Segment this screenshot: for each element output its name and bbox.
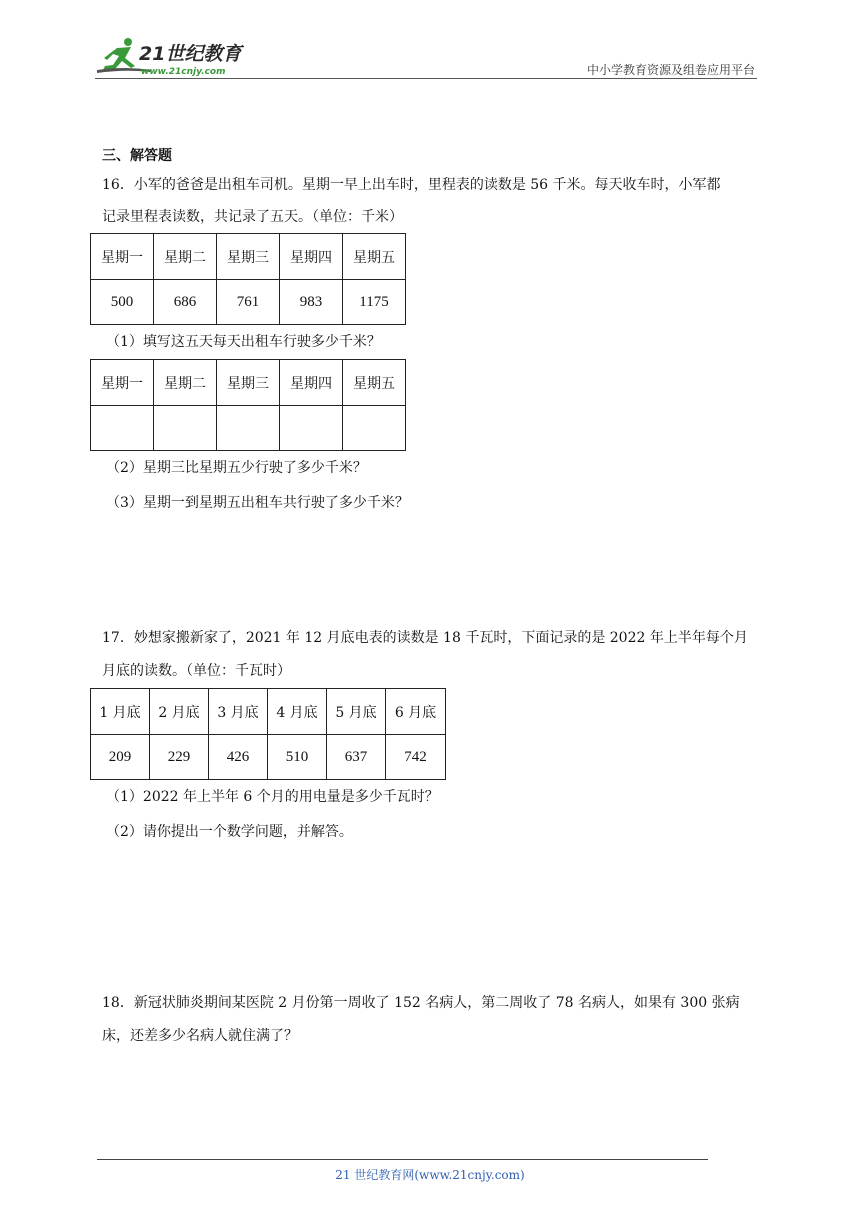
- q17-sub2: （2）请你提出一个数学问题，并解答。: [106, 824, 353, 840]
- table-cell: 983: [280, 280, 343, 325]
- table-header-cell: 星期四: [280, 234, 343, 280]
- table-cell: 426: [209, 735, 268, 780]
- table-header-cell: 6 月底: [386, 689, 446, 735]
- q18-text-line1: 18．新冠状肺炎期间某医院 2 月份第一周收了 152 名病人，第二周收了 78 名病人，如果有 300 张病: [102, 995, 740, 1011]
- table-cell: 209: [91, 735, 150, 780]
- table-header-cell: 3 月底: [209, 689, 268, 735]
- table-header-cell: 1 月底: [91, 689, 150, 735]
- table-cell: 686: [154, 280, 217, 325]
- table-cell: 510: [268, 735, 327, 780]
- section-title: 三、解答题: [102, 148, 172, 164]
- q18-text-line2: 床，还差多少名病人就住满了？: [102, 1028, 298, 1044]
- table-header-cell: 星期五: [343, 360, 406, 406]
- blank-answer-cell[interactable]: [154, 406, 217, 451]
- table-header-cell: 星期二: [154, 234, 217, 280]
- site-logo: [95, 36, 265, 78]
- table-header-cell: 星期三: [217, 360, 280, 406]
- q17-text-line1: 17．妙想家搬新家了，2021 年 12 月底电表的读数是 18 千瓦时，下面记录的是 2022 年上半年每个月: [102, 630, 748, 646]
- table-header-cell: 星期三: [217, 234, 280, 280]
- table-cell: 761: [217, 280, 280, 325]
- q16-sub3: （3）星期一到星期五出租车共行驶了多少千米？: [106, 495, 409, 511]
- table-cell: 229: [150, 735, 209, 780]
- logo-url: www.21cnjy.com: [141, 67, 226, 77]
- blank-answer-cell[interactable]: [343, 406, 406, 451]
- q16-sub2: （2）星期三比星期五少行驶了多少千米？: [106, 460, 367, 476]
- table-cell: 1175: [343, 280, 406, 325]
- table-cell: 742: [386, 735, 446, 780]
- blank-answer-cell[interactable]: [91, 406, 154, 451]
- q16-sub1: （1）填写这五天每天出租车行驶多少千米？: [106, 334, 381, 350]
- logo-wordmark: 21世纪教育: [139, 43, 242, 65]
- q16-answer-table: [90, 359, 406, 451]
- table-cell: 637: [327, 735, 386, 780]
- q16-text-line2: 记录里程表读数，共记录了五天。（单位：千米）: [102, 209, 403, 225]
- platform-name: 中小学教育资源及组卷应用平台: [586, 63, 755, 77]
- runner-logo-icon: [95, 36, 265, 78]
- table-header-cell: 星期四: [280, 360, 343, 406]
- table-header-cell: 4 月底: [268, 689, 327, 735]
- footer-link[interactable]: 21 世纪教育网(www.21cnjy.com): [335, 1168, 525, 1182]
- table-header-cell: 星期五: [343, 234, 406, 280]
- q16-readings-table: [90, 233, 406, 325]
- q17-meter-table: [90, 688, 446, 780]
- blank-answer-cell[interactable]: [217, 406, 280, 451]
- header-divider: [95, 78, 757, 79]
- table-header-cell: 2 月底: [150, 689, 209, 735]
- table-cell: 500: [91, 280, 154, 325]
- blank-answer-cell[interactable]: [280, 406, 343, 451]
- footer-divider: [97, 1159, 708, 1160]
- q17-sub1: （1）2022 年上半年 6 个月的用电量是多少千瓦时？: [106, 789, 439, 805]
- q17-text-line2: 月底的读数。（单位：千瓦时）: [102, 663, 291, 679]
- table-header-cell: 5 月底: [327, 689, 386, 735]
- table-header-cell: 星期一: [91, 234, 154, 280]
- q16-text-line1: 16．小军的爸爸是出租车司机。星期一早上出车时，里程表的读数是 56 千米。每天收车时，小军都: [102, 177, 721, 193]
- table-header-cell: 星期一: [91, 360, 154, 406]
- table-header-cell: 星期二: [154, 360, 217, 406]
